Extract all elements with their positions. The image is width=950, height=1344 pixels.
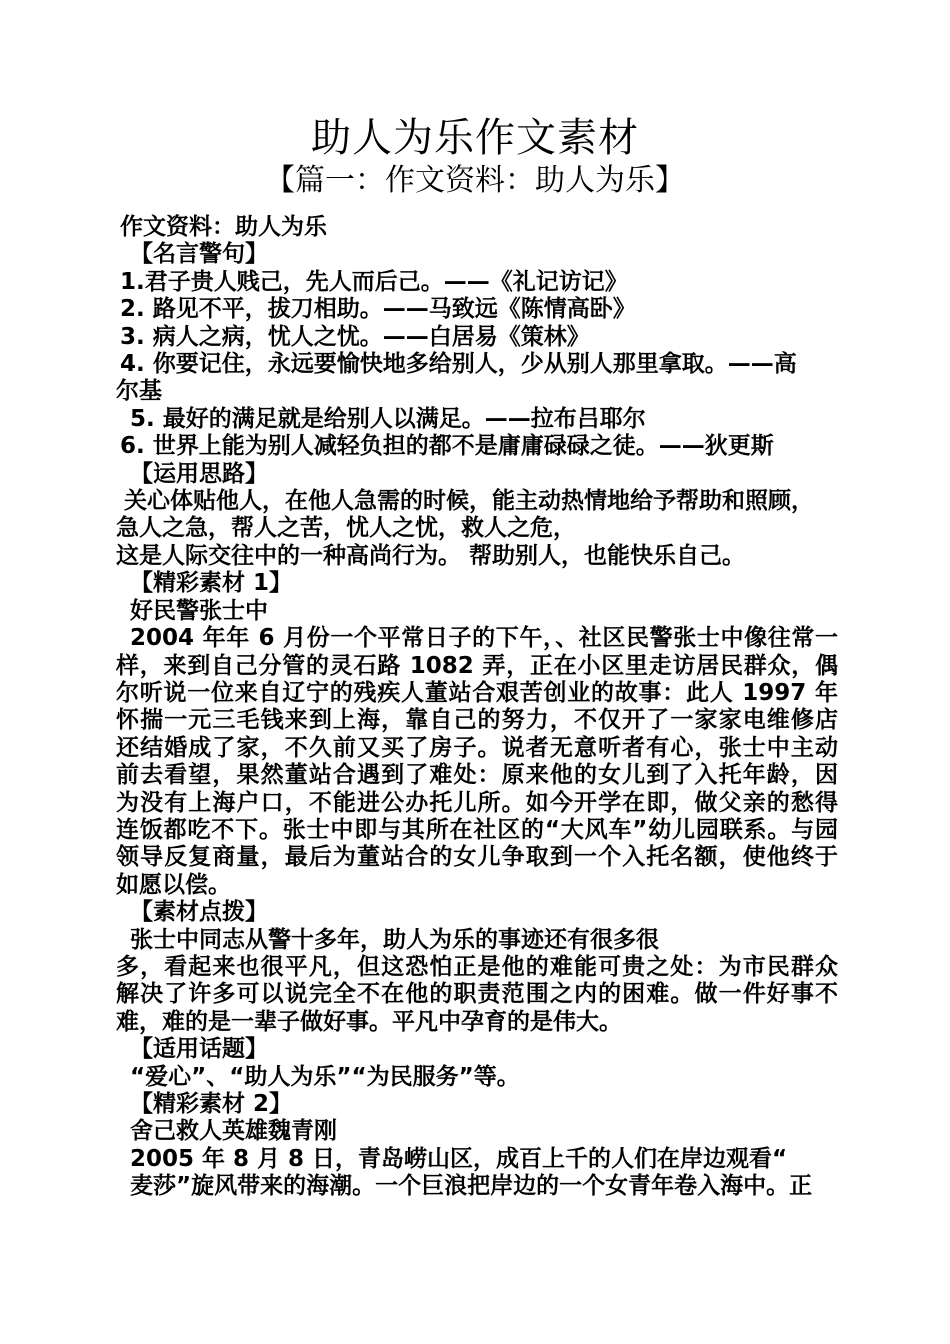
paragraph-line: 前去看望，果然董站合遇到了难处：原来他的女儿到了入托年龄，因 [116,762,838,789]
paragraph-line: 关心体贴他人，在他人急需的时候，能主动热情地给予帮助和照顾， [124,488,814,515]
paragraph-line: 还结婚成了家，不久前又买了房子。说者无意听者有心，张士中主动 [116,734,838,761]
section-heading: 作文资料：助人为乐 [120,214,327,240]
quote-line: 尔基 [116,378,162,405]
subsection-heading-material-2: 【精彩素材 2】 [130,1091,293,1117]
paragraph-line: 怀揣一元三毛钱来到上海，靠自己的努力，不仅开了一家家电维修店 [116,707,838,734]
quote-line: 1.君子贵人贱己，先人而后己。——《礼记访记》 [120,268,628,295]
paragraph-line: 解决了许多可以说完全不在他的职责范围之内的困难。做一件好事不 [116,981,838,1008]
paragraph-line: 领导反复商量，最后为董站合的女儿争取到一个入托名额，使他终于 [116,844,838,871]
document-body [116,214,838,1201]
paragraph-line: 样，来到自己分管的灵石路 1082 弄，正在小区里走访居民群众，偶 [116,652,838,679]
paragraph-line: “爱心”、“助人为乐”“为民服务”等。 [130,1063,520,1090]
paragraph-line: 麦莎”旋风带来的海潮。一个巨浪把岸边的一个女青年卷入海中。正 [130,1173,813,1200]
quote-line: 5. 最好的满足就是给别人以满足。——拉布吕耶尔 [130,405,646,432]
subsection-heading-quotes: 【名言警句】 [130,241,268,268]
quote-line: 4. 你要记住，永远要愉快地多给别人，少从别人那里拿取。——高 [120,351,797,378]
subsection-heading-material-1: 【精彩素材 1】 [130,570,293,597]
paragraph-line: 2004 年年 6 月份一个平常日子的下午，、社区民警张士中像往常一 [130,625,838,652]
quote-line: 2. 路见不平，拔刀相助。——马致远《陈情高卧》 [120,296,636,323]
paragraph-line: 如愿以偿。 [116,871,231,898]
paragraph-line: 这是人际交往中的一种高尚行为。 帮助别人，也能快乐自己。 [116,542,746,569]
paragraph-line: 张士中同志从警十多年，助人为乐的事迹还有很多很 [130,926,659,953]
paragraph-line: 尔听说一位来自辽宁的残疾人董站合艰苦创业的故事：此人 1997 年 [116,679,838,706]
paragraph-line: 急人之急，帮人之苦，忧人之忧，救人之危， [116,515,576,542]
quote-line: 3. 病人之病，忧人之忧。——白居易《策林》 [120,323,590,350]
subsection-heading-approach: 【运用思路】 [130,460,268,487]
paragraph-line: 为没有上海户口，不能进公办托儿所。如今开学在即，做父亲的愁得 [116,789,838,816]
paragraph-line: 难，难的是一辈子做好事。平凡中孕育的是伟大。 [116,1008,622,1035]
paragraph-line: 多，看起来也很平凡，但这恐怕正是他的难能可贵之处：为市民群众 [116,953,838,980]
quote-line: 6. 世界上能为别人减轻负担的都不是庸庸碌碌之徒。——狄更斯 [120,433,774,460]
subsection-heading-topics: 【适用话题】 [130,1036,268,1063]
paragraph-line: 2005 年 8 月 8 日，青岛崂山区，成百上千的人们在岸边观看“ [130,1145,788,1172]
document-subtitle: 【篇一：作文资料：助人为乐】 [265,163,685,198]
subsection-heading-commentary: 【素材点拨】 [130,899,268,926]
story-title: 舍己救人英雄魏青刚 [130,1118,337,1145]
story-title: 好民警张士中 [130,597,268,624]
document-title: 助人为乐作文素材 [311,115,639,161]
paragraph-line: 连饭都吃不下。张士中即与其所在社区的“大风车”幼儿园联系。与园 [116,816,838,843]
